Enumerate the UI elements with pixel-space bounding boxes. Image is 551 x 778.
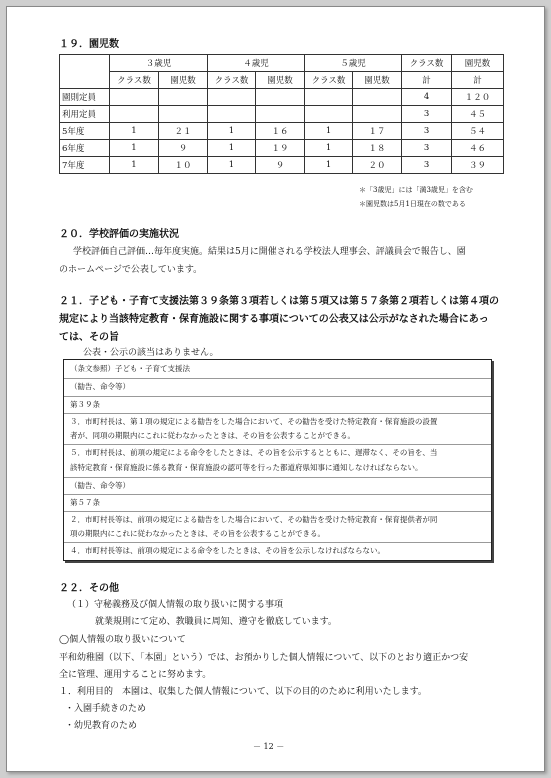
privacy-body: 全に管理、運用することに努めます。 — [59, 670, 212, 680]
table-note: ＊園児数は5月1日現在の数である — [359, 200, 466, 208]
table-cell — [353, 106, 402, 123]
table-cell: １６ — [256, 123, 305, 140]
header-blank — [60, 55, 110, 89]
table-cell — [305, 89, 353, 106]
table-cell: ２１ — [159, 123, 208, 140]
section-20-body: のホームページで公表しています。 — [59, 265, 203, 275]
box-line: （条文参照）子ども・子育て支援法 — [70, 364, 190, 373]
table-cell: ９ — [159, 140, 208, 157]
table-cell: 1 — [110, 140, 159, 157]
table-cell — [110, 106, 159, 123]
table-cell: ４６ — [452, 140, 504, 157]
box-line: 該特定教育・保育施設に係る教育・保育施設の認可等を行った都道府県知事に通知しなければならない。 — [70, 463, 423, 472]
table-cell — [159, 106, 208, 123]
table-cell: １８ — [353, 140, 402, 157]
table-row — [60, 89, 504, 106]
table-cell: 1 — [208, 157, 256, 174]
table-cell: ３９ — [452, 157, 504, 174]
box-line: （勧告、命令等） — [70, 481, 130, 490]
box-line: 第３９条 — [70, 400, 100, 409]
table-cell: ９ — [256, 157, 305, 174]
table-cell: 1 — [208, 123, 256, 140]
box-line: （勧告、命令等） — [70, 382, 130, 391]
table-cell: ２０ — [353, 157, 402, 174]
section-21-title: ては、その旨 — [59, 332, 119, 343]
box-line: ２．市町村長等は、前項の規定による勧告をした場合において、その勧告を受けた特定教育・保育提供者が同 — [70, 515, 438, 524]
section-21-statement: 公表・公示の該当はありません。 — [83, 348, 219, 358]
table-cell — [208, 89, 256, 106]
box-line: ３．市町村長は、第１項の規定による勧告をした場合において、その勧告を受けた特定教育・保育施設の設置 — [70, 417, 438, 426]
table-row — [60, 106, 504, 123]
table-row — [60, 157, 504, 174]
table-cell — [110, 89, 159, 106]
table-cell: 1 — [305, 157, 353, 174]
box-line: 者が、同項の期限内にこれに従わなかったときは、その旨を公表することができる。 — [70, 431, 355, 440]
table-note: ＊「3歳児」には「満3歳児」を含む — [359, 186, 473, 194]
row-label: 7年度 — [60, 157, 110, 174]
section-21-title: ２１．子ども・子育て支援法第３９条第３項若しくは第５項又は第５７条第２項若しくは第４項の — [59, 296, 499, 307]
box-line: ４．市町村長等は、前項の規定による命令をしたときは、その旨を公示しなければならない。 — [70, 546, 385, 555]
purpose-item: ・入園手続きのため — [65, 704, 147, 714]
purpose-line: １．利用目的 本園は、収集した個人情報について、以下の目的のために利用いたします。 — [59, 687, 427, 697]
law-reference-box — [63, 359, 492, 561]
table-cell: ４５ — [452, 106, 504, 123]
box-line: ５．市町村長は、前項の規定による命令をしたときは、その旨を公示するとともに、遅滞なく、その旨を、当 — [70, 448, 438, 457]
header-age-4: ４歳児 — [208, 55, 305, 72]
section-20-title: ２０．学校評価の実施状況 — [59, 229, 179, 240]
table-cell: １２０ — [452, 89, 504, 106]
section-21-title: 規定により当該特定教育・保育施設に関する事項についての公表又は公示がなされた場合にあっ — [59, 314, 489, 325]
table-cell — [353, 89, 402, 106]
header-children-total-sub: 計 — [452, 72, 504, 89]
header-class-total-sub: 計 — [402, 72, 452, 89]
subheader-cell: クラス数 — [110, 72, 159, 89]
privacy-title: ◯個人情報の取り扱いについて — [59, 635, 186, 645]
table-cell: 1 — [110, 123, 159, 140]
header-age-5: ５歳児 — [305, 55, 402, 72]
table-cell: 1 — [208, 140, 256, 157]
table-cell — [256, 106, 305, 123]
subheader-cell: 園児数 — [256, 72, 305, 89]
section-22-item-1-body: 就業規則にて定め、教職員に周知、遵守を徹底しています。 — [95, 617, 337, 627]
purpose-item: ・幼児教育のため — [65, 721, 138, 731]
row-label: 利用定員 — [60, 106, 110, 123]
table-cell: ５４ — [452, 123, 504, 140]
table-cell: １０ — [159, 157, 208, 174]
table-cell: 1 — [305, 140, 353, 157]
table-cell: 1 — [110, 157, 159, 174]
table-cell — [256, 89, 305, 106]
section-22-item-1: （１）守秘義務及び個人情報の取り扱いに関する事項 — [67, 600, 284, 610]
table-cell: 3 — [402, 106, 452, 123]
table-cell — [159, 89, 208, 106]
section-19-title: １９．園児数 — [59, 39, 119, 50]
subheader-cell: 園児数 — [353, 72, 402, 89]
table-cell: 1 — [305, 123, 353, 140]
table-cell: 3 — [402, 157, 452, 174]
table-cell: 3 — [402, 140, 452, 157]
subheader-cell: 園児数 — [159, 72, 208, 89]
table-cell: 3 — [402, 123, 452, 140]
table-cell: １９ — [256, 140, 305, 157]
subheader-cell: クラス数 — [208, 72, 256, 89]
table-cell: 4 — [402, 89, 452, 106]
header-children-total: 園児数 — [452, 55, 504, 72]
privacy-body: 平和幼稚園（以下、「本園」という）では、お預かりした個人情報について、以下のとおり適正かつ安 — [59, 653, 469, 663]
box-line: 第５７条 — [70, 498, 100, 507]
subheader-cell: クラス数 — [305, 72, 353, 89]
header-class-total: クラス数 — [402, 55, 452, 72]
table-row — [60, 140, 504, 157]
table-row — [60, 123, 504, 140]
row-label: 園則定員 — [60, 89, 110, 106]
table-cell: １７ — [353, 123, 402, 140]
box-line: 項の期限内にこれに従わなかったときは、その旨を公表することができる。 — [70, 529, 325, 538]
section-22-title: ２２．その他 — [59, 583, 119, 594]
document-page — [6, 6, 545, 772]
row-label: 6年度 — [60, 140, 110, 157]
page-number: － 12 － — [253, 742, 285, 751]
row-label: 5年度 — [60, 123, 110, 140]
section-20-body: 学校評価自己評価…毎年度実施。結果は5月に開催される学校法人理事会、評議員会で報告し、園 — [73, 247, 466, 257]
header-age-3: ３歳児 — [110, 55, 208, 72]
table-cell — [305, 106, 353, 123]
table-cell — [208, 106, 256, 123]
children-count-table — [59, 54, 504, 174]
